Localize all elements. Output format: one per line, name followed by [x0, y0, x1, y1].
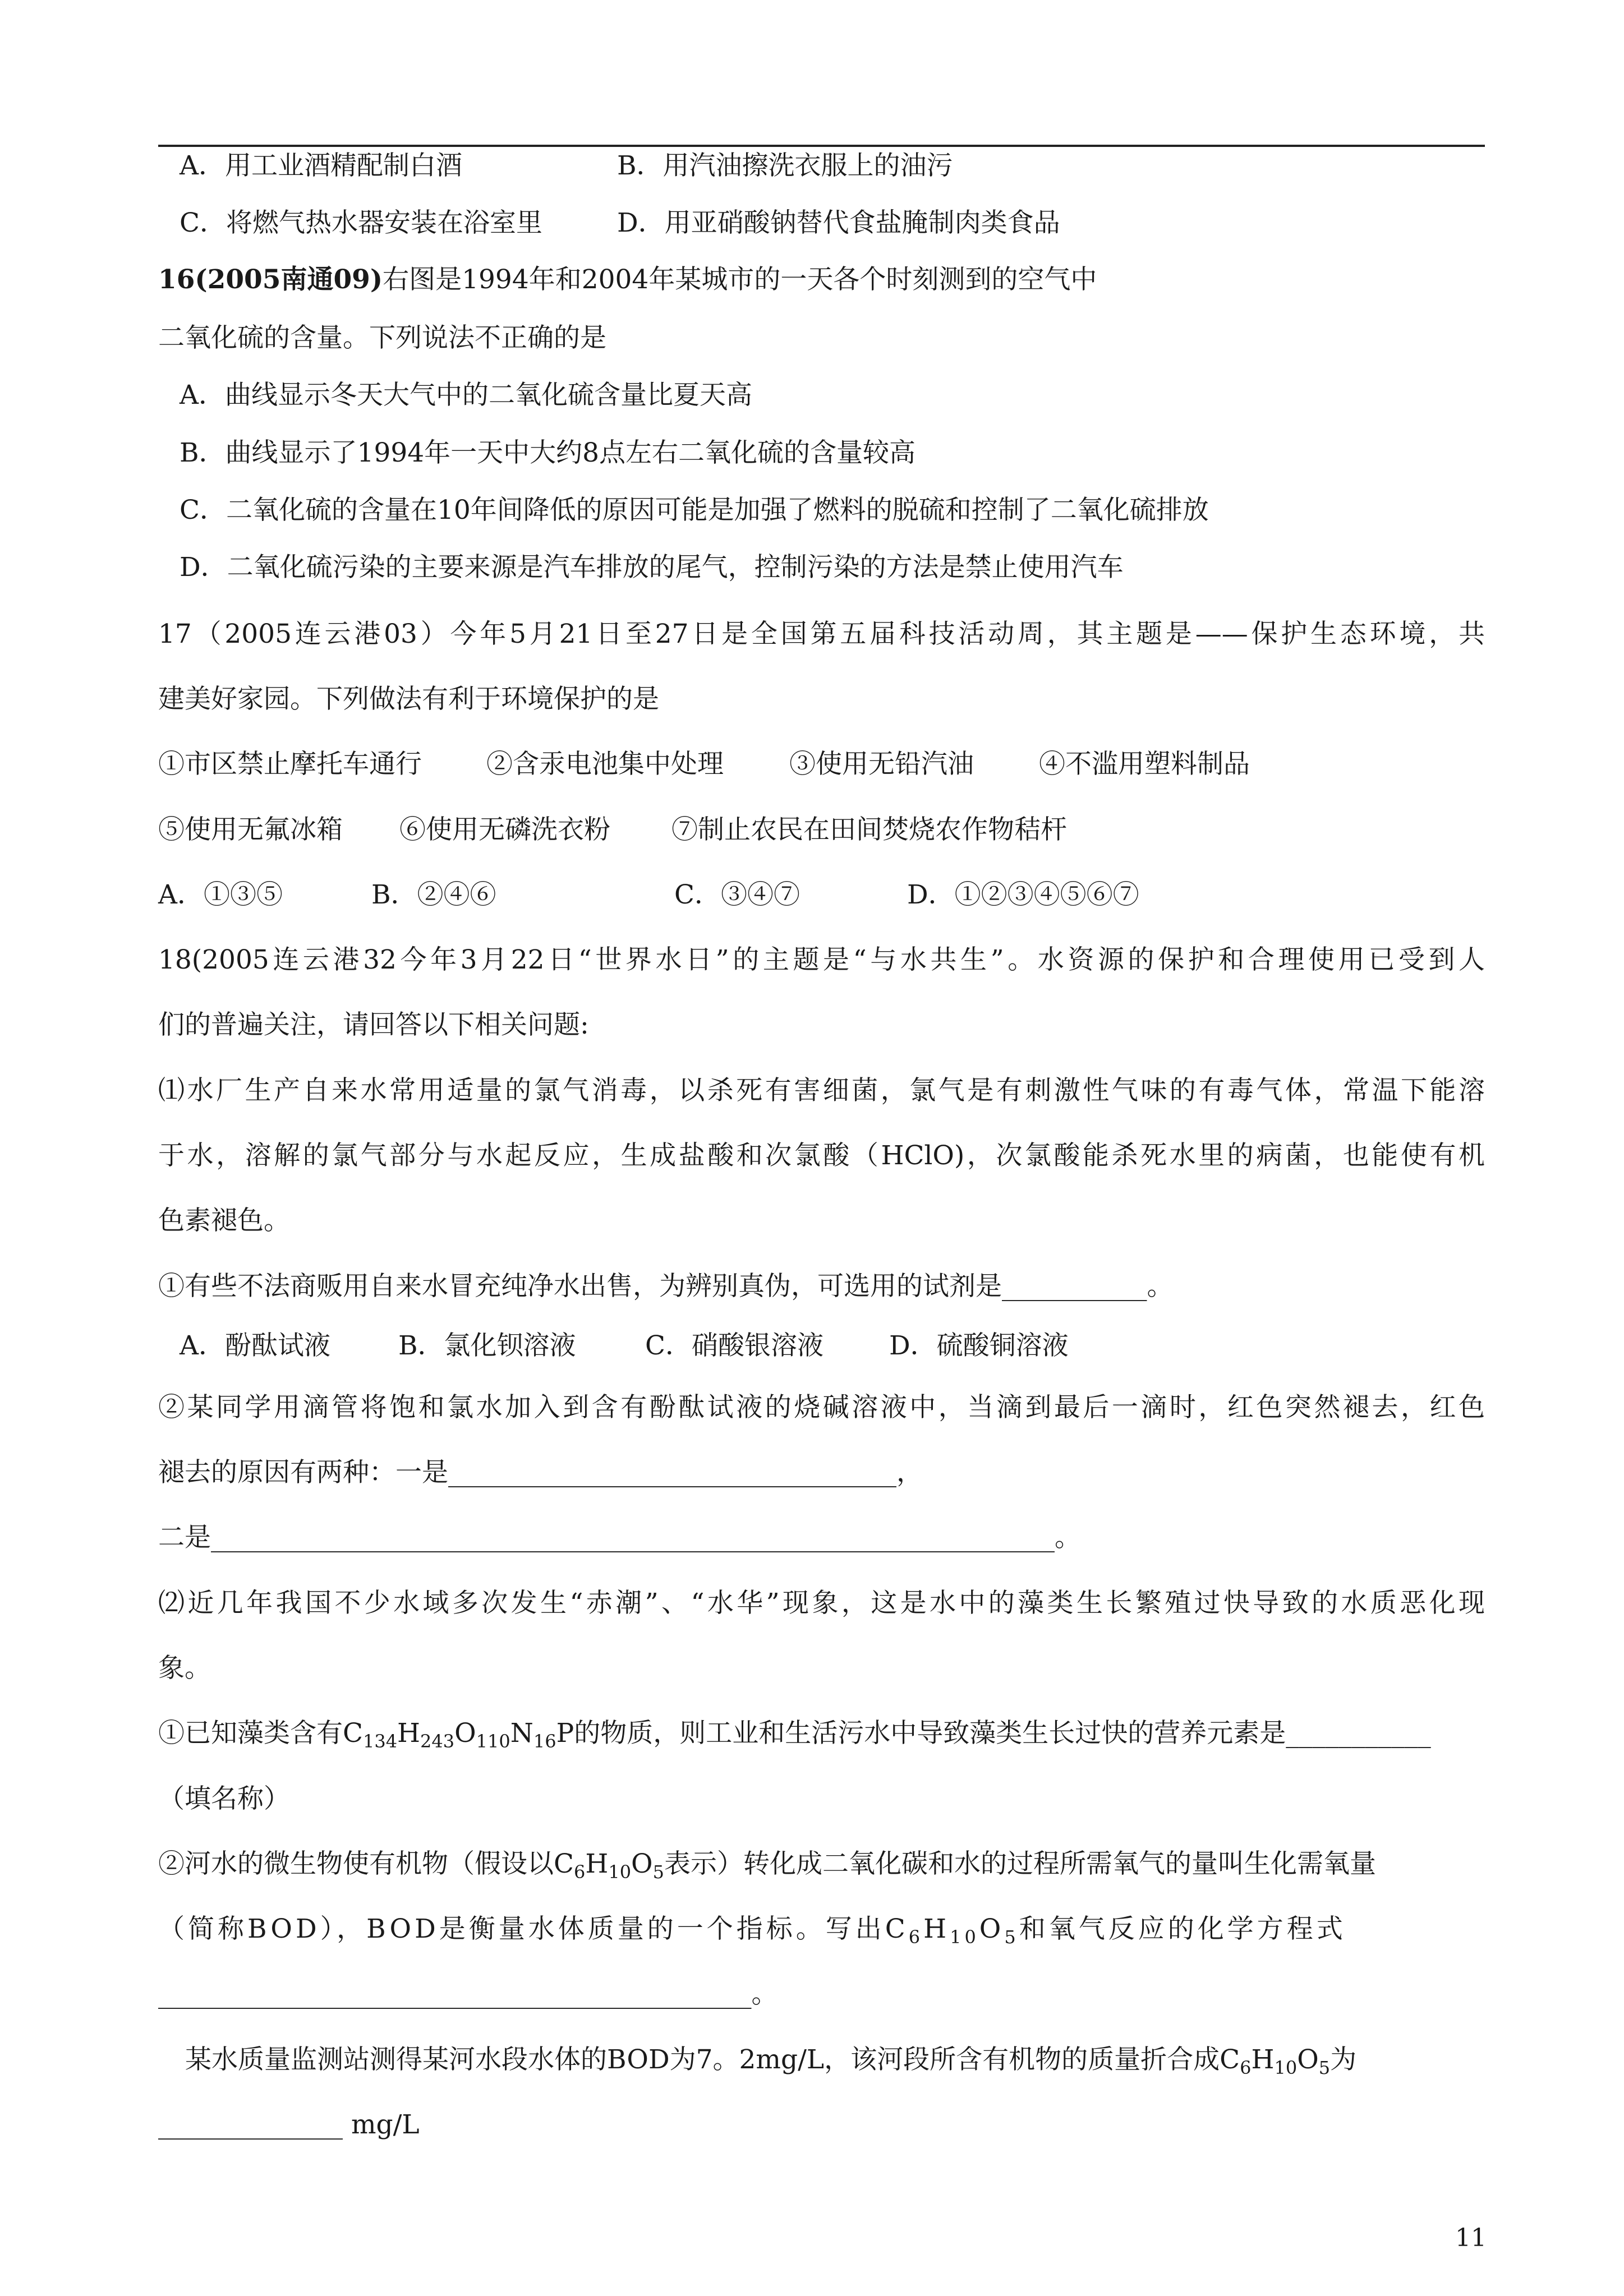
q18-part2-line1: ⑵近几年我国不少水域多次发生“赤潮”、“水华”现象，这是水中的藻类生长繁殖过快导致的水质恶化现	[158, 1588, 1485, 1619]
q18-p2q2-pre: ②河水的微生物使有机物（假设以	[158, 1848, 554, 1879]
q18-part1-q2-line2: 褪去的原因有两种：一是__________________________________，	[158, 1457, 923, 1488]
q16-number: 16(2005南通09)	[158, 264, 383, 295]
g2-sub-c: 6	[908, 1926, 924, 1948]
q18-part2-question3-line1	[185, 2043, 1485, 2077]
q18-part2-question2-line2	[158, 1912, 1485, 1946]
q15-option-c: C．将燃气热水器安装在浴室里	[180, 208, 542, 238]
q18-part1-question1: ①有些不法商贩用自来水冒充纯净水出售，为辨别真伪，可选用的试剂是___________。	[158, 1271, 1174, 1302]
q17-item-5: ⑤使用无氟冰箱	[158, 814, 343, 845]
algae-formula	[343, 1718, 574, 1752]
q16-option-b: B．曲线显示了1994年一天中大约8点左右二氧化硫的含量较高	[180, 437, 916, 468]
q17-option-a: A．①③⑤	[158, 879, 283, 910]
q18-stem-line1: 18(2005连云港32今年3月22日“世界水日”的主题是“与水共生”。水资源的保护和合理使用已受到人	[158, 944, 1485, 975]
q18-part2-question2-line1	[158, 1847, 1485, 1881]
header-rule	[158, 145, 1485, 147]
q18-part2-question3-line2: ______________ mg/L	[158, 2109, 420, 2140]
q18-part1-line1: ⑴水厂生产自来水常用适量的氯气消毒，以杀死有害细菌，氯气是有刺激性气味的有毒气体，常温下能溶	[158, 1075, 1485, 1106]
q18-part2-line2: 象。	[158, 1653, 211, 1684]
q17-item-2: ②含汞电池集中处理	[486, 749, 724, 780]
q15-option-b: B．用汽油擦洗衣服上的油污	[617, 150, 953, 181]
g3-sub-c: 6	[1240, 2057, 1252, 2078]
algae-sub-o: 110	[476, 1731, 510, 1752]
algae-el-p: P	[556, 1718, 574, 1749]
q15-option-a: A．用工业酒精配制白酒	[180, 150, 462, 181]
q16-stem-line2: 二氧化硫的含量。下列说法不正确的是	[158, 322, 606, 353]
q17-option-c: C．③④⑦	[674, 879, 800, 910]
q17-item-1: ①市区禁止摩托车通行	[158, 749, 422, 780]
q18-part1-line3: 色素褪色。	[158, 1205, 290, 1236]
glucose-formula-2	[885, 1914, 1019, 1948]
q18-part2-question2-line3: _____________________________________________。	[158, 1979, 778, 2009]
q18-stem-line2: 们的普遍关注，请回答以下相关问题:	[158, 1009, 589, 1040]
q18-p2q1-pre: ①已知藻类含有	[158, 1718, 343, 1749]
g1-el-o: O	[631, 1848, 653, 1879]
algae-sub-h: 243	[420, 1731, 455, 1752]
algae-el-o: O	[454, 1718, 476, 1749]
q16-stem-line1	[158, 263, 1485, 297]
algae-el-h: H	[397, 1718, 421, 1749]
q18-part2-question1-line2: （填名称）	[158, 1783, 290, 1814]
g1-sub-c: 6	[573, 1861, 586, 1883]
q16-option-a: A．曲线显示冬天大气中的二氧化硫含量比夏天高	[180, 380, 752, 411]
q18-p2q2-line2-pre: （简称BOD），BOD是衡量水体质量的一个指标。写出	[158, 1914, 885, 1944]
q15-option-d: D．用亚硝酸钠替代食盐腌制肉类食品	[617, 208, 1060, 238]
algae-sub-c: 134	[362, 1731, 398, 1752]
algae-sub-n: 16	[533, 1731, 556, 1752]
page-number: 11	[1455, 2224, 1487, 2252]
q18-p2q2-post: 表示）转化成二氧化碳和水的过程所需氧气的量叫生化需氧量	[664, 1848, 1376, 1879]
glucose-formula-1	[554, 1848, 664, 1883]
g3-sub-h: 10	[1274, 2057, 1298, 2078]
q15-options-row2	[180, 206, 1485, 240]
g2-el-o: O	[979, 1914, 1005, 1944]
g2-el-c: C	[885, 1914, 909, 1944]
g2-sub-o: 5	[1004, 1926, 1019, 1948]
g1-sub-o: 5	[652, 1861, 664, 1883]
q18-part1-line2: 于水，溶解的氯气部分与水起反应，生成盐酸和次氯酸（HClO)，次氯酸能杀死水里的病菌，也能使有机	[158, 1140, 1485, 1171]
q16-option-d: D．二氧化硫污染的主要来源是汽车排放的尾气，控制污染的方法是禁止使用汽车	[180, 552, 1124, 583]
algae-el-c: C	[343, 1718, 363, 1749]
q17-item-4: ④不滥用塑料制品	[1039, 749, 1250, 780]
q18-p2q1-post: 的物质，则工业和生活污水中导致藻类生长过快的营养元素是___________	[574, 1718, 1431, 1749]
q18-q1-option-b: B．氯化钡溶液	[398, 1330, 576, 1361]
q17-option-b: B．②④⑥	[371, 879, 496, 910]
g1-el-h: H	[585, 1848, 609, 1879]
q17-item-7: ⑦制止农民在田间焚烧农作物秸杆	[671, 814, 1067, 845]
g3-el-h: H	[1251, 2044, 1275, 2075]
g2-sub-h: 10	[950, 1926, 979, 1948]
q18-part2-question1	[158, 1717, 1485, 1750]
g1-el-c: C	[554, 1848, 574, 1879]
glucose-formula-3	[1220, 2044, 1331, 2078]
q18-q1-option-a: A．酚酞试液	[180, 1330, 330, 1361]
q16-option-c: C．二氧化硫的含量在10年间降低的原因可能是加强了燃料的脱硫和控制了二氧化硫排放	[180, 495, 1209, 525]
q17-item-3: ③使用无铅汽油	[789, 749, 974, 780]
q17-stem-line1: 17（2005连云港03）今年5月21日至27日是全国第五届科技活动周，其主题是——保护生态环境，共	[158, 619, 1485, 649]
q18-p2q2-line2-post: 和氧气反应的化学方程式	[1019, 1914, 1346, 1944]
q17-stem-line2: 建美好家园。下列做法有利于环境保护的是	[158, 684, 659, 714]
q15-options-row1	[180, 149, 1485, 183]
q17-option-d: D．①②③④⑤⑥⑦	[907, 879, 1139, 910]
q18-q1-option-d: D．硫酸铜溶液	[889, 1330, 1069, 1361]
g1-sub-h: 10	[608, 1861, 632, 1883]
q18-part1-q2-line3: 二是________________________________________________________________。	[158, 1522, 1081, 1553]
algae-el-n: N	[510, 1718, 533, 1749]
q17-item-6: ⑥使用无磷洗衣粉	[399, 814, 610, 845]
q16-text: 右图是1994年和2004年某城市的一天各个时刻测到的空气中	[383, 264, 1097, 295]
q18-q1-option-c: C．硝酸银溶液	[645, 1330, 823, 1361]
q18-p2q3-pre: 某水质量监测站测得某河水段水体的BOD为7。2mg/L，该河段所含有机物的质量折合成	[185, 2044, 1220, 2075]
q18-p2q3-post: 为	[1330, 2044, 1357, 2075]
g2-el-h: H	[923, 1914, 950, 1944]
g3-el-o: O	[1297, 2044, 1319, 2075]
g3-sub-o: 5	[1318, 2057, 1331, 2078]
q18-part1-q2-line1: ②某同学用滴管将饱和氯水加入到含有酚酞试液的烧碱溶液中，当滴到最后一滴时，红色突然褪去，红色	[158, 1392, 1485, 1423]
g3-el-c: C	[1220, 2044, 1240, 2075]
